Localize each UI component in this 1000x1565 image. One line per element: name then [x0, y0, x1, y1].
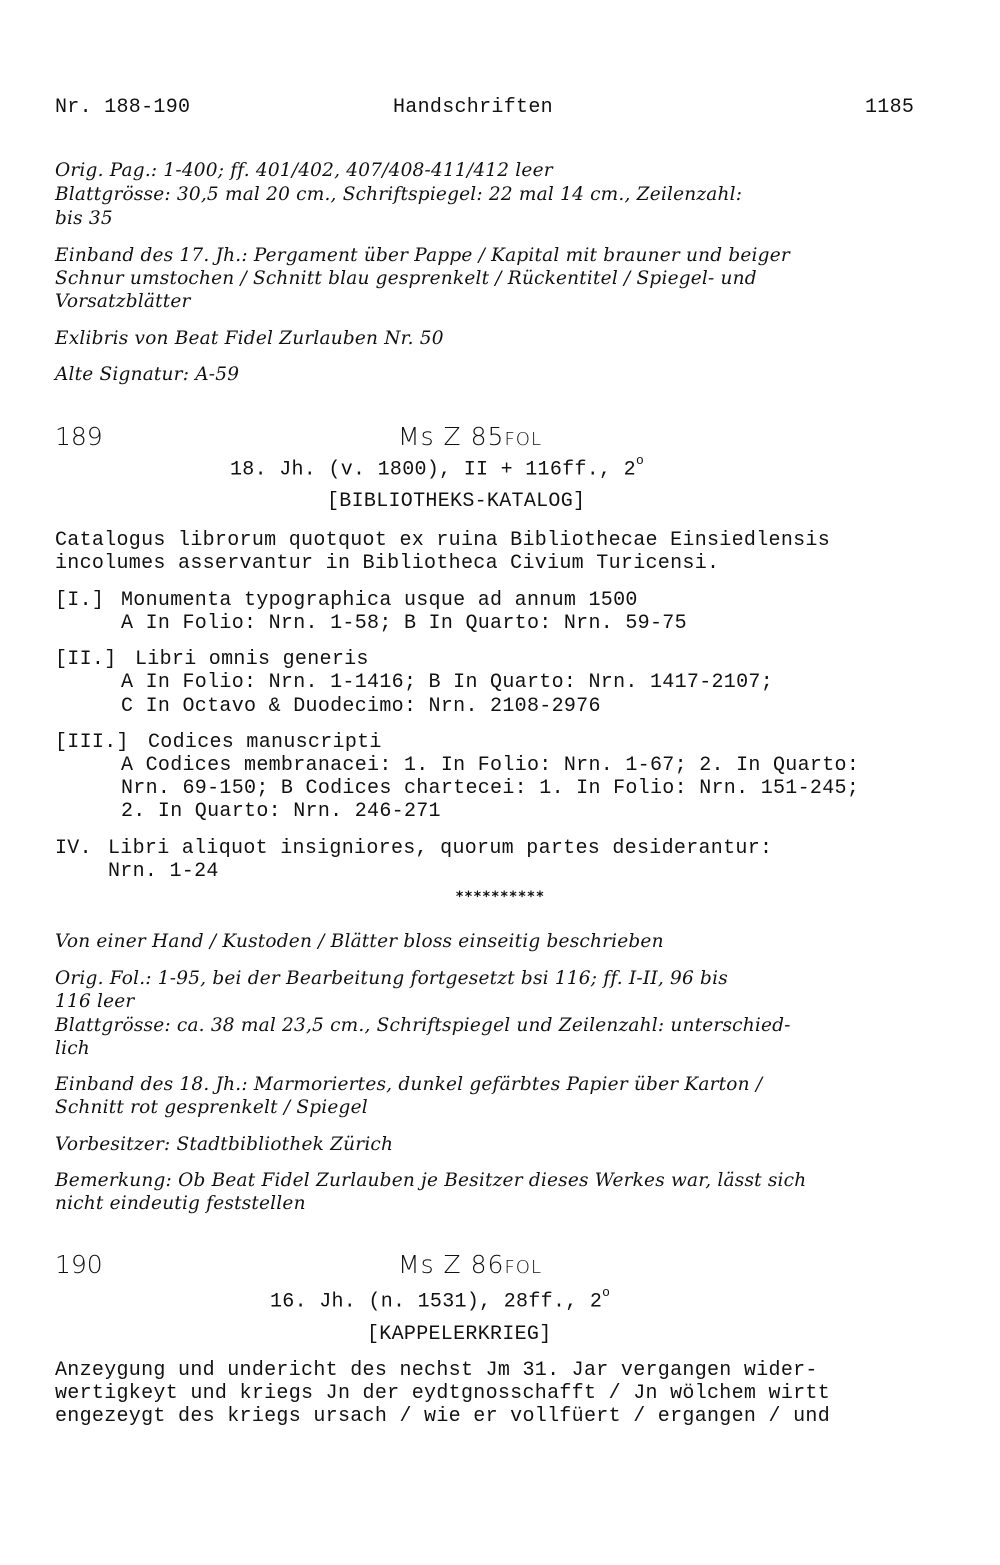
bemerkung-line-1: Bemerkung: Ob Beat Fidel Zurlauben je Besitzer dieses Werkes war, lässt sich — [55, 1170, 807, 1191]
orig-pag: Orig. Pag.: 1-400; ff. 401/402, 407/408-411/412 leer — [55, 160, 553, 181]
entry-number: 190 — [55, 1250, 103, 1279]
orig-fol-line-1: Orig. Fol.: 1-95, bei der Bearbeitung fortgesetzt bsi 116; ff. I-II, 96 bis — [55, 968, 728, 989]
format-superscript: o — [602, 1285, 611, 1300]
shelfmark-format: FOL — [504, 429, 542, 450]
title-line-3: engezeygt des kriegs ursach / wie er vollfüert / ergangen / und — [55, 1405, 831, 1428]
contents-sub-3c: 2. In Quarto: Nrn. 246-271 — [121, 800, 441, 823]
einband-line-1: Einband des 18. Jh.: Marmoriertes, dunkel gefärbtes Papier über Karton / — [55, 1074, 763, 1095]
blattgroesse-line-1: Blattgrösse: 30,5 mal 20 cm., Schriftspiegel: 22 mal 14 cm., Zeilenzahl: — [55, 184, 743, 205]
einband-line-2: Schnitt rot gesprenkelt / Spiegel — [55, 1097, 368, 1118]
shelfmark-main: Ms Z 85 — [398, 422, 505, 451]
contents-label-1: [I.] — [55, 589, 105, 612]
date-extent-line — [270, 1285, 611, 1314]
einband-line-2: Schnur umstochen / Schnitt blau gesprenkelt / Rückentitel / Spiegel- und — [55, 268, 757, 289]
shelfmark-main: Ms Z 86 — [398, 1250, 505, 1279]
category-heading: [BIBLIOTHEKS-KATALOG] — [327, 490, 586, 513]
contents-head-1: Monumenta typographica usque ad annum 1500 — [121, 589, 638, 612]
date-extent: 16. Jh. (n. 1531), 28ff., 2 — [270, 1290, 603, 1314]
date-extent: 18. Jh. (v. 1800), II + 116ff., 2 — [230, 458, 636, 482]
shelfmark — [398, 422, 542, 451]
contents-label-2: [II.] — [55, 648, 117, 671]
contents-sub-3a: A Codices membranacei: 1. In Folio: Nrn. 1-67; 2. In Quarto: — [121, 754, 860, 777]
title-line-2: wertigkeyt und kriegs Jn der eydtgnosschafft / Jn wölchem wirtt — [55, 1382, 831, 1405]
title-line-2: incolumes asservantur in Bibliotheca Civium Turicensi. — [55, 552, 720, 575]
page-number: 1185 — [865, 96, 915, 119]
shelfmark-format: FOL — [504, 1257, 542, 1278]
title-line-1: Catalogus librorum quotquot ex ruina Bibliothecae Einsiedlensis — [55, 529, 831, 552]
date-extent-line — [230, 453, 645, 482]
running-header-title: Handschriften — [393, 96, 553, 119]
contents-sub-2a: A In Folio: Nrn. 1-1416; B In Quarto: Nrn. 1417-2107; — [121, 671, 774, 694]
running-header-left: Nr. 188-190 — [55, 96, 191, 119]
contents-sub-4a: Nrn. 1-24 — [108, 860, 219, 883]
section-divider-stars: ********** — [455, 889, 545, 905]
format-superscript: o — [635, 453, 645, 468]
blattgroesse-line-2: lich — [55, 1038, 90, 1059]
contents-label-4: IV. — [55, 837, 92, 860]
category-heading: [KAPPELERKRIEG] — [367, 1323, 552, 1346]
shelfmark — [398, 1250, 542, 1279]
vorbesitzer: Vorbesitzer: Stadtbibliothek Zürich — [55, 1134, 394, 1155]
contents-sub-1a: A In Folio: Nrn. 1-58; B In Quarto: Nrn. 59-75 — [121, 612, 687, 635]
contents-sub-2b: C In Octavo & Duodecimo: Nrn. 2108-2976 — [121, 695, 601, 718]
contents-sub-3b: Nrn. 69-150; B Codices chartecei: 1. In Folio: Nrn. 151-245; — [121, 777, 860, 800]
alte-signatur: Alte Signatur: A-59 — [55, 364, 240, 385]
contents-head-2: Libri omnis generis — [135, 648, 369, 671]
contents-head-3: Codices manuscripti — [148, 731, 382, 754]
title-line-1: Anzeygung und undericht des nechst Jm 31. Jar vergangen wider- — [55, 1359, 818, 1382]
orig-fol-line-2: 116 leer — [55, 991, 135, 1012]
entry-number: 189 — [55, 422, 103, 451]
einband-line-3: Vorsatzblätter — [55, 291, 191, 312]
blattgroesse-line-2: bis 35 — [55, 208, 113, 229]
einband-line-1: Einband des 17. Jh.: Pergament über Pappe / Kapital mit brauner und beiger — [55, 245, 790, 266]
contents-head-4: Libri aliquot insigniores, quorum partes desiderantur: — [108, 837, 773, 860]
blattgroesse-line-1: Blattgrösse: ca. 38 mal 23,5 cm., Schriftspiegel und Zeilenzahl: unterschied- — [55, 1015, 791, 1036]
contents-label-3: [III.] — [55, 731, 129, 754]
bemerkung-line-2: nicht eindeutig feststellen — [55, 1193, 306, 1214]
hand-description: Von einer Hand / Kustoden / Blätter bloss einseitig beschrieben — [55, 931, 664, 952]
exlibris: Exlibris von Beat Fidel Zurlauben Nr. 50 — [55, 328, 444, 349]
